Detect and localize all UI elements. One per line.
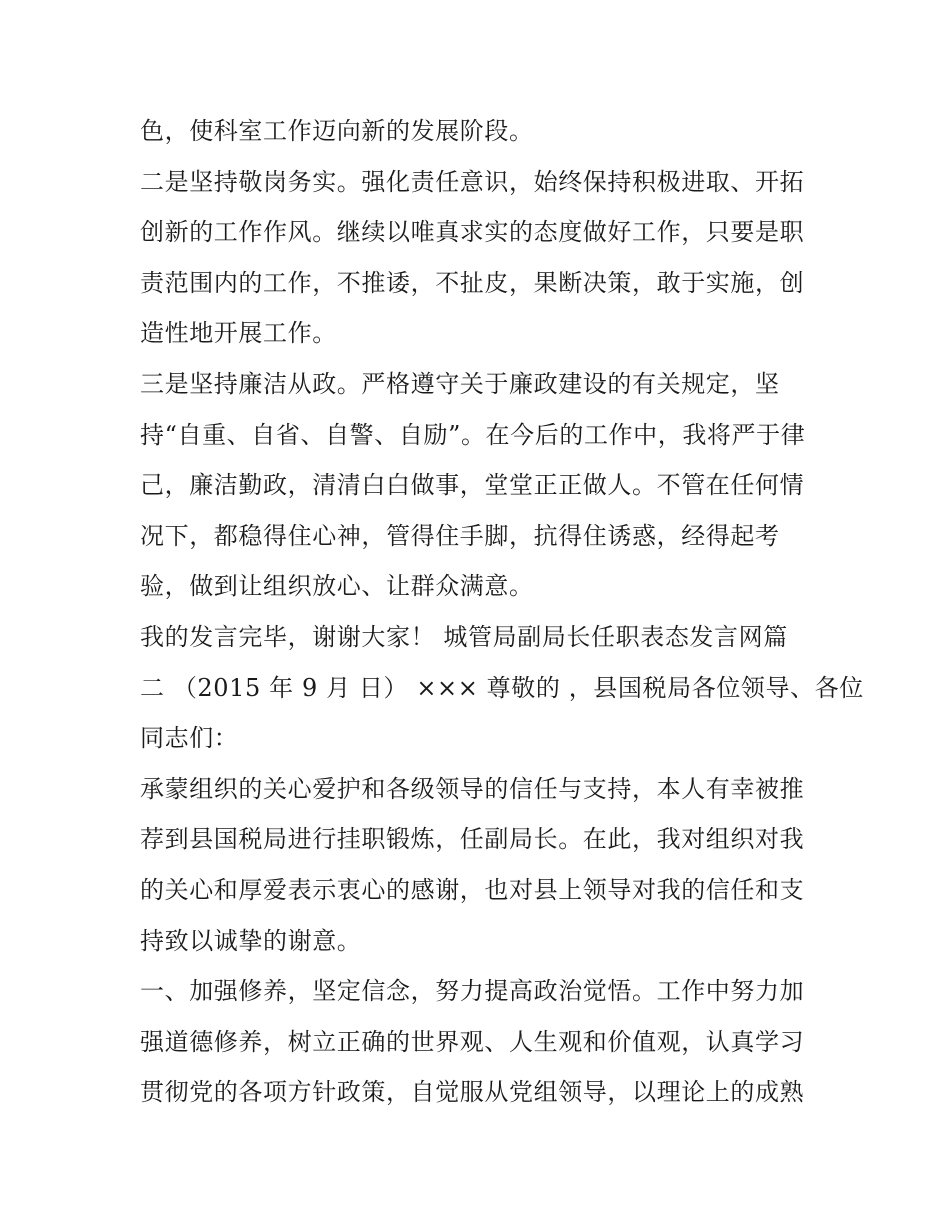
- text-line: 同志们：: [140, 724, 239, 753]
- text-line: 三是坚持廉洁从政。严格遵守关于廉政建设的有关规定，坚: [140, 369, 780, 398]
- text-line: 验，做到让组织放心、让群众满意。: [140, 572, 534, 601]
- text-line: 己，廉洁勤政，清清白白做事，堂堂正正做人。不管在任何情: [140, 471, 805, 500]
- text-line: 创新的工作作风。继续以唯真求实的态度做好工作，只要是职: [140, 218, 805, 247]
- text-line: 荐到县国税局进行挂职锻炼，任副局长。在此，我对组织对我: [140, 825, 805, 854]
- text-line: 我的发言完毕，谢谢大家！ 城管局副局长任职表态发言网篇: [140, 622, 788, 651]
- document-body: [140, 106, 864, 1118]
- text-line: 造性地开展工作。: [140, 319, 337, 348]
- text-line: 强道德修养，树立正确的世界观、人生观和价值观，认真学习: [140, 1027, 805, 1056]
- text-line: 一、加强修养，坚定信念，努力提高政治觉悟。工作中努力加: [140, 977, 805, 1006]
- text-line: 持致以诚挚的谢意。: [140, 926, 362, 955]
- text-line: 持“自重、自省、自警、自励”。在今后的工作中，我将严于律: [140, 420, 806, 449]
- text-line: 色，使科室工作迈向新的发展阶段。: [140, 117, 534, 145]
- text-line: 承蒙组织的关心爱护和各级领导的信任与支持，本人有幸被推: [140, 774, 805, 803]
- text-line: 责范围内的工作，不推诿，不扯皮，果断决策，敢于实施，创: [140, 268, 805, 297]
- text-line: 况下，都稳得住心神，管得住手脚，抗得住诱惑，经得起考: [140, 521, 780, 550]
- text-line: 二是坚持敬岗务实。强化责任意识，始终保持积极进取、开拓: [140, 167, 805, 196]
- text-line: 的关心和厚爱表示衷心的感谢，也对县上领导对我的信任和支: [140, 875, 805, 904]
- text-line: 二 （2015 年 9 月 日） ××× 尊敬的 ，县国税局各位领导、各位: [140, 673, 864, 702]
- text-line: 贯彻党的各项方针政策，自觉服从党组领导，以理论上的成熟: [140, 1078, 805, 1107]
